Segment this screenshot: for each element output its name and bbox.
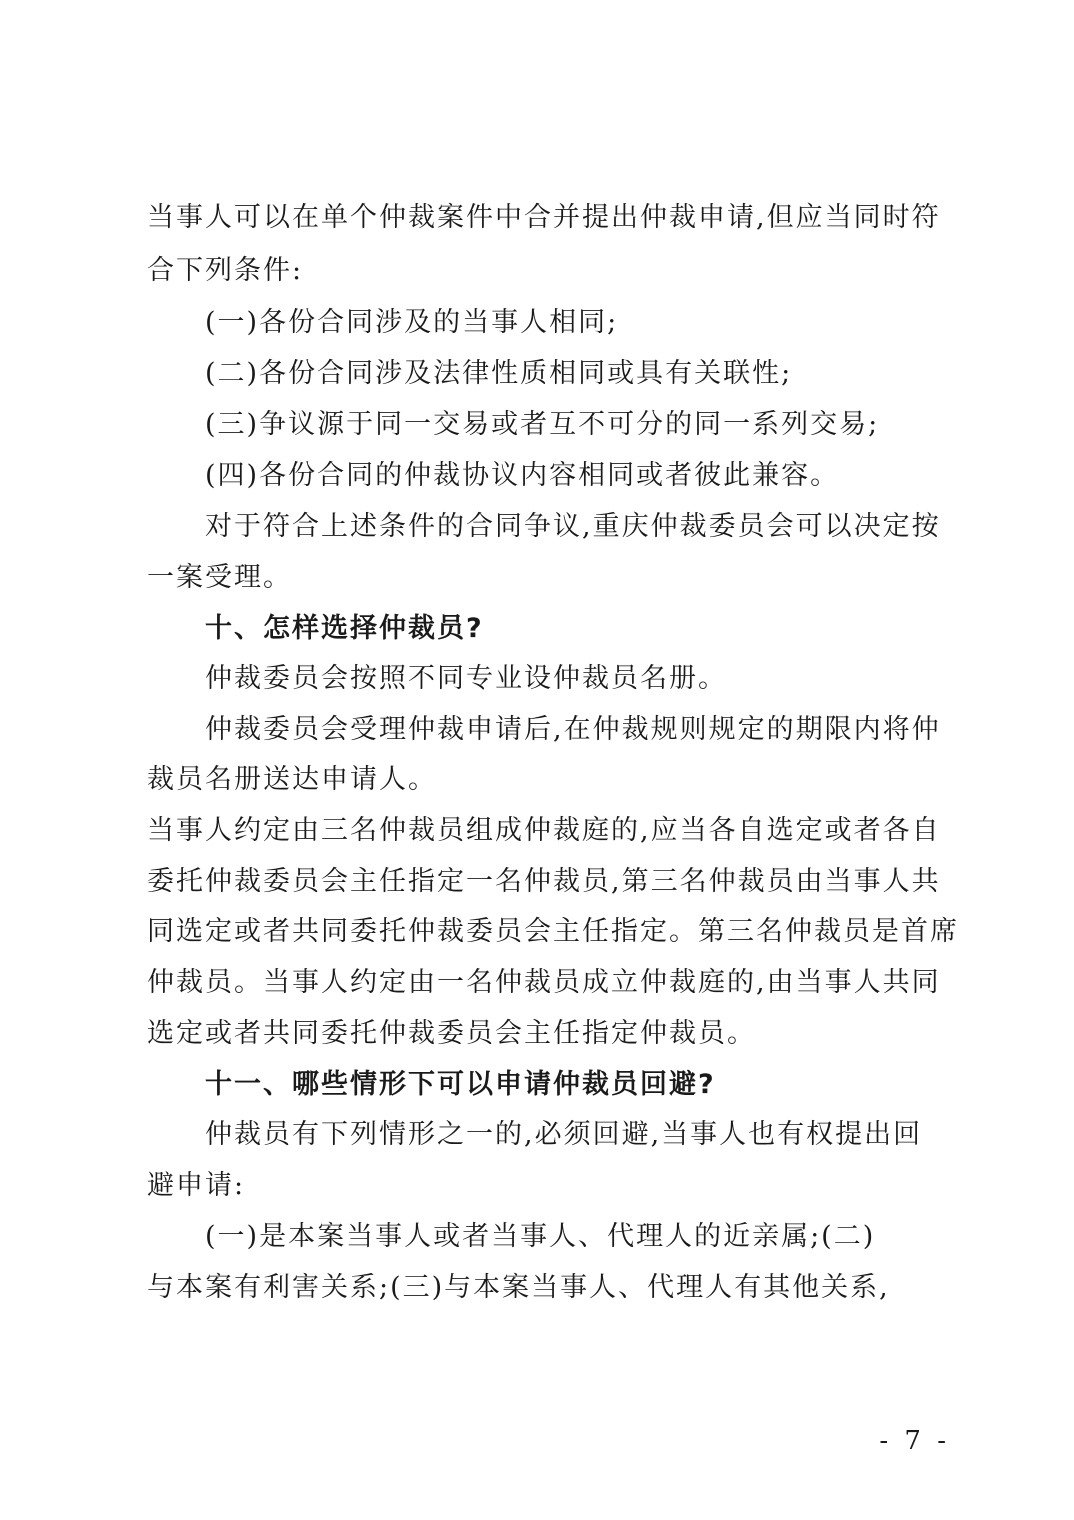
section-heading: 十、怎样选择仲裁员? [205, 613, 484, 644]
paragraph-line: 裁员名册送达申请人。 [147, 764, 437, 795]
list-item: (二)各份合同涉及法律性质相同或具有关联性; [205, 358, 793, 389]
paragraph-line: 与本案有利害关系;(三)与本案当事人、代理人有其他关系, [147, 1272, 890, 1303]
paragraph-line: 委托仲裁委员会主任指定一名仲裁员,第三名仲裁员由当事人共 [147, 866, 941, 897]
paragraph-line: 仲裁员。当事人约定由一名仲裁员成立仲裁庭的,由当事人共同 [147, 967, 941, 998]
paragraph-line: 仲裁委员会按照不同专业设仲裁员名册。 [205, 663, 727, 694]
paragraph-line: 仲裁委员会受理仲裁申请后,在仲裁规则规定的期限内将仲 [205, 714, 941, 745]
paragraph-line: 合下列条件: [147, 255, 304, 286]
list-item: (一)各份合同涉及的当事人相同; [205, 307, 619, 338]
paragraph-line: 仲裁员有下列情形之一的,必须回避,当事人也有权提出回 [205, 1119, 923, 1150]
paragraph-line: 避申请: [147, 1170, 246, 1201]
list-item: (四)各份合同的仲裁协议内容相同或者彼此兼容。 [205, 460, 840, 491]
paragraph-line: 当事人约定由三名仲裁员组成仲裁庭的,应当各自选定或者各自 [147, 815, 941, 846]
page-number: - 7 - [879, 1426, 950, 1456]
section-heading: 十一、哪些情形下可以申请仲裁员回避? [205, 1069, 716, 1100]
paragraph-line: 一案受理。 [147, 562, 292, 593]
list-item: (三)争议源于同一交易或者互不可分的同一系列交易; [205, 409, 880, 440]
paragraph-line: 同选定或者共同委托仲裁委员会主任指定。第三名仲裁员是首席 [147, 916, 959, 947]
paragraph-line: (一)是本案当事人或者当事人、代理人的近亲属;(二) [205, 1221, 876, 1252]
paragraph-line: 当事人可以在单个仲裁案件中合并提出仲裁申请,但应当同时符 [147, 202, 941, 233]
paragraph-line: 选定或者共同委托仲裁委员会主任指定仲裁员。 [147, 1018, 756, 1049]
paragraph-line: 对于符合上述条件的合同争议,重庆仲裁委员会可以决定按 [205, 511, 941, 542]
